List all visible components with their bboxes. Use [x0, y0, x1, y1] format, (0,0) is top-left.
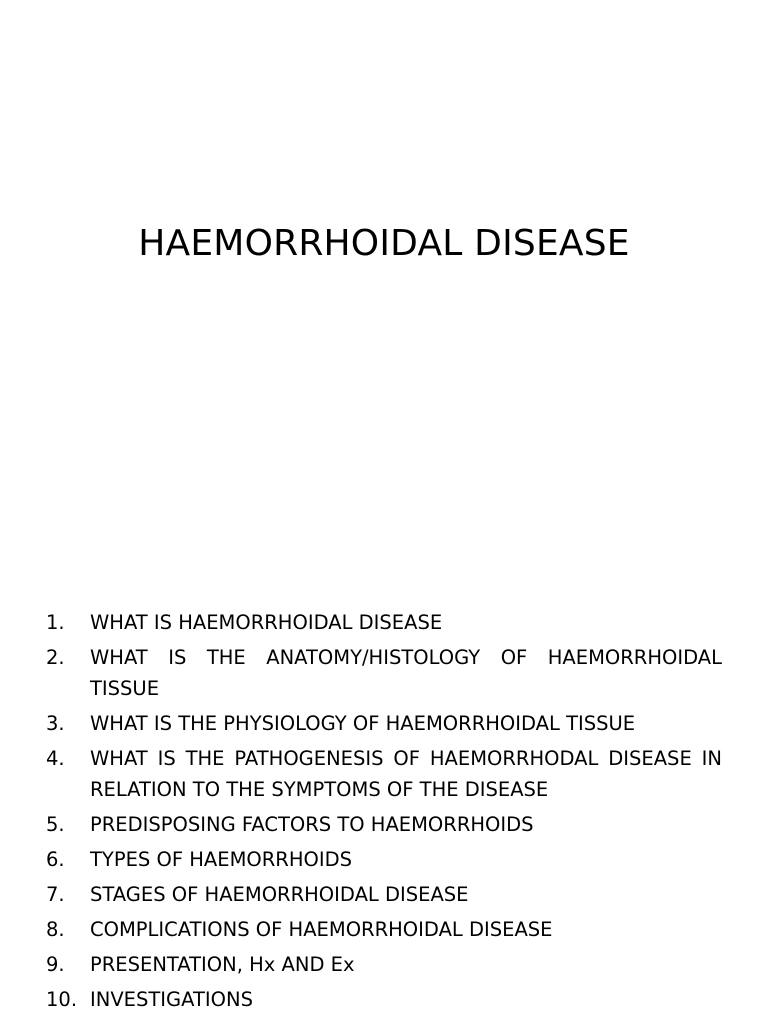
- item-text: STAGES OF HAEMORRHOIDAL DISEASE: [90, 883, 469, 906]
- item-number: 8.: [46, 918, 65, 941]
- item-text: PREDISPOSING FACTORS TO HAEMORRHOIDS: [90, 813, 534, 836]
- list-item: [46, 607, 722, 638]
- item-number: 2.: [46, 646, 65, 669]
- item-number: 10.: [46, 988, 78, 1011]
- list-item: [46, 642, 722, 704]
- item-text: PRESENTATION, Hx AND Ex: [90, 953, 355, 976]
- item-text: COMPLICATIONS OF HAEMORRHOIDAL DISEASE: [90, 918, 553, 941]
- list-item: [46, 914, 722, 945]
- item-text: WHAT IS HAEMORRHOIDAL DISEASE: [90, 611, 443, 634]
- item-number: 5.: [46, 813, 65, 836]
- item-text: WHAT IS THE ANATOMY/HISTOLOGY OF HAEMORRHOIDAL TISSUE: [90, 646, 722, 700]
- list-item: [46, 708, 722, 739]
- slide-title: HAEMORRHOIDAL DISEASE: [138, 223, 630, 264]
- item-text: WHAT IS THE PHYSIOLOGY OF HAEMORRHOIDAL TISSUE: [90, 712, 636, 735]
- item-text: INVESTIGATIONS: [90, 988, 253, 1011]
- list-item: [46, 743, 722, 805]
- item-number: 1.: [46, 611, 65, 634]
- list-item: [46, 984, 722, 1015]
- item-number: 9.: [46, 953, 65, 976]
- list-item: [46, 809, 722, 840]
- item-number: 6.: [46, 848, 65, 871]
- list-item: [46, 844, 722, 875]
- item-text: WHAT IS THE PATHOGENESIS OF HAEMORRHODAL DISEASE IN RELATION TO THE SYMPTOMS OF THE DISEASE: [90, 747, 722, 801]
- item-number: 7.: [46, 883, 65, 906]
- item-text: TYPES OF HAEMORRHOIDS: [90, 848, 352, 871]
- item-number: 3.: [46, 712, 65, 735]
- outline-list: [46, 607, 722, 1019]
- item-number: 4.: [46, 747, 65, 770]
- list-item: [46, 949, 722, 980]
- list-item: [46, 879, 722, 910]
